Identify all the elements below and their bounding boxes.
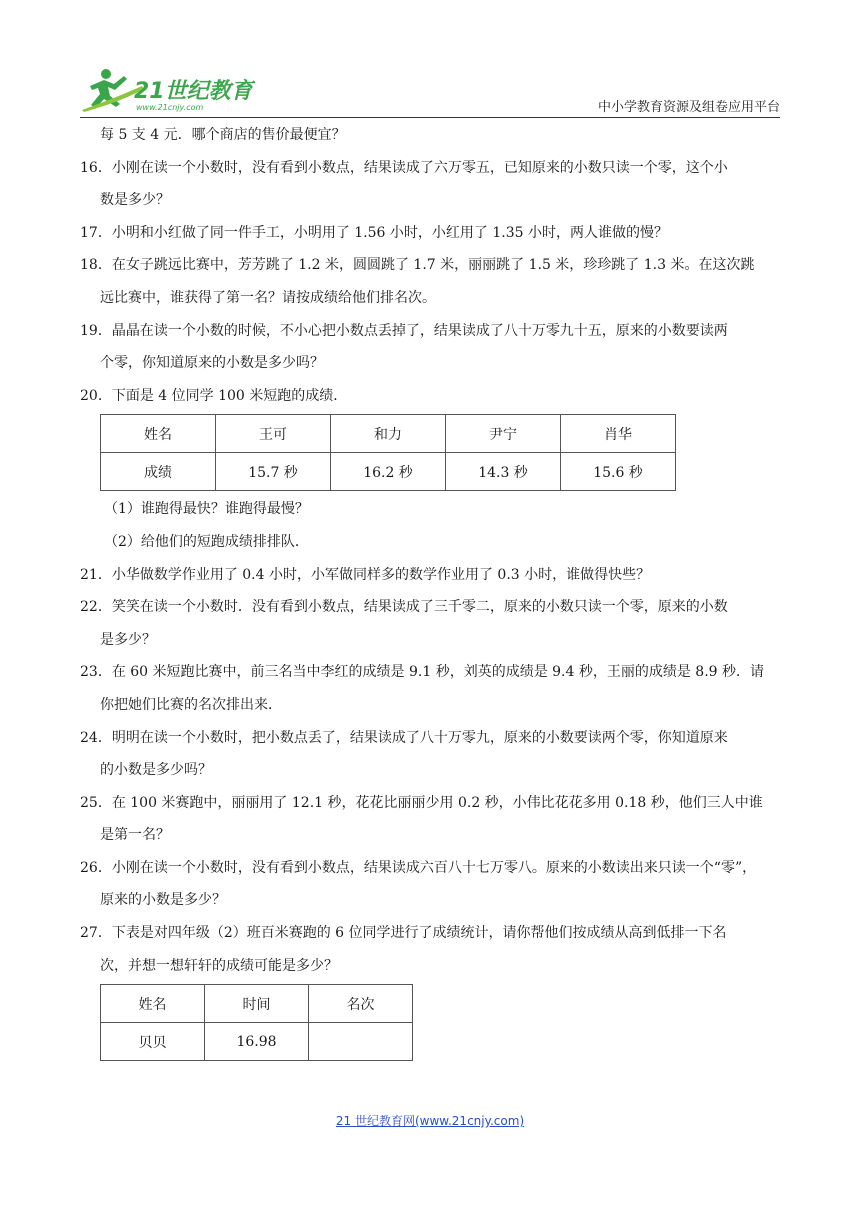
table-row bbox=[101, 453, 676, 491]
question-27-cont: 次，并想一想轩轩的成绩可能是多少？ bbox=[100, 957, 338, 974]
table-cell: 姓名 bbox=[101, 985, 205, 1023]
question-19: 19．晶晶在读一个小数的时候，不小心把小数点丢掉了，结果读成了八十万零九十五，原来的小数要读两 bbox=[80, 322, 728, 339]
question-18: 18．在女子跳远比赛中，芳芳跳了 1.2 米，圆圆跳了 1.7 米，丽丽跳了 1.5 米，珍珍跳了 1.3 米。在这次跳 bbox=[80, 257, 755, 274]
table-cell: 15.6 秒 bbox=[561, 453, 676, 491]
question-22: 22．笑笑在读一个小数时．没有看到小数点，结果读成了三千零二，原来的小数只读一个零，原来的小数 bbox=[80, 599, 728, 616]
table-cell: 和力 bbox=[331, 415, 446, 453]
question-24: 24．明明在读一个小数时，把小数点丢了，结果读成了八十万零九，原来的小数要读两个零，你知道原来 bbox=[80, 729, 728, 746]
question-21: 21．小华做数学作业用了 0.4 小时，小军做同样多的数学作业用了 0.3 小时，谁做得快些？ bbox=[80, 566, 651, 583]
platform-title: 中小学教育资源及组卷应用平台 bbox=[597, 100, 780, 115]
question-25: 25．在 100 米赛跑中，丽丽用了 12.1 秒，花花比丽丽少用 0.2 秒，小伟比花花多用 0.18 秒，他们三人中谁 bbox=[80, 794, 763, 811]
table-cell: 贝贝 bbox=[101, 1023, 205, 1061]
question-19-cont: 个零，你知道原来的小数是多少吗？ bbox=[100, 355, 324, 372]
question-16: 16．小刚在读一个小数时，没有看到小数点，结果读成了六万零五，已知原来的小数只读一个零，这个小 bbox=[80, 159, 728, 176]
question-23: 23．在 60 米短跑比赛中，前三名当中李红的成绩是 9.1 秒，刘英的成绩是 9.4 秒，王丽的成绩是 8.9 秒．请 bbox=[80, 664, 765, 681]
table-cell: 名次 bbox=[309, 985, 413, 1023]
footer-link[interactable]: 21 世纪教育网(www.21cnjy.com) bbox=[335, 1114, 525, 1128]
question-23-cont: 你把她们比赛的名次排出来． bbox=[100, 696, 282, 713]
question-18-cont: 远比赛中，谁获得了第一名？请按成绩给他们排名次。 bbox=[100, 289, 436, 306]
header-divider bbox=[80, 117, 780, 118]
question-16-cont: 数是多少？ bbox=[100, 192, 170, 209]
logo-text: 21世纪教育 bbox=[134, 79, 253, 104]
table-cell: 姓名 bbox=[101, 415, 216, 453]
table-cell: 成绩 bbox=[101, 453, 216, 491]
question-15-tail: 每 5 支 4 元．哪个商店的售价最便宜？ bbox=[100, 127, 346, 143]
table-row bbox=[101, 415, 676, 453]
question-20-part-2: （2）给他们的短跑成绩排排队． bbox=[104, 533, 309, 550]
question-20-part-1: （1）谁跑得最快？谁跑得最慢？ bbox=[104, 501, 309, 518]
logo-url: www.21cnjy.com bbox=[136, 103, 204, 112]
table-cell: 尹宁 bbox=[446, 415, 561, 453]
question-20: 20．下面是 4 位同学 100 米短跑的成绩． bbox=[80, 387, 348, 404]
table-cell: 时间 bbox=[205, 985, 309, 1023]
table-cell bbox=[309, 1023, 413, 1061]
question-25-cont: 是第一名？ bbox=[100, 827, 170, 844]
table-row bbox=[101, 985, 413, 1023]
question-list bbox=[80, 119, 780, 1063]
logo bbox=[80, 66, 255, 112]
page-header bbox=[80, 62, 780, 120]
table-cell: 15.7 秒 bbox=[216, 453, 331, 491]
table-cell: 16.2 秒 bbox=[331, 453, 446, 491]
question-26-cont: 原来的小数是多少？ bbox=[100, 892, 226, 909]
table-row bbox=[101, 1023, 413, 1061]
table-cell: 16.98 bbox=[205, 1023, 309, 1061]
question-17: 17．小明和小红做了同一件手工，小明用了 1.56 小时，小红用了 1.35 小时，两人谁做的慢？ bbox=[80, 224, 668, 241]
table-cell: 14.3 秒 bbox=[446, 453, 561, 491]
question-26: 26．小刚在读一个小数时，没有看到小数点，结果读成六百八十七万零八。原来的小数读出来只读一个“零”， bbox=[80, 859, 757, 876]
table-cell: 肖华 bbox=[561, 415, 676, 453]
score-table-q20 bbox=[100, 414, 676, 491]
table-cell: 王可 bbox=[216, 415, 331, 453]
question-22-cont: 是多少？ bbox=[100, 631, 156, 648]
question-27: 27．下表是对四年级（2）班百米赛跑的 6 位同学进行了成绩统计，请你帮他们按成绩从高到低排一下名 bbox=[80, 925, 727, 942]
ranking-table-q27 bbox=[100, 984, 413, 1061]
question-24-cont: 的小数是多少吗？ bbox=[100, 762, 212, 779]
